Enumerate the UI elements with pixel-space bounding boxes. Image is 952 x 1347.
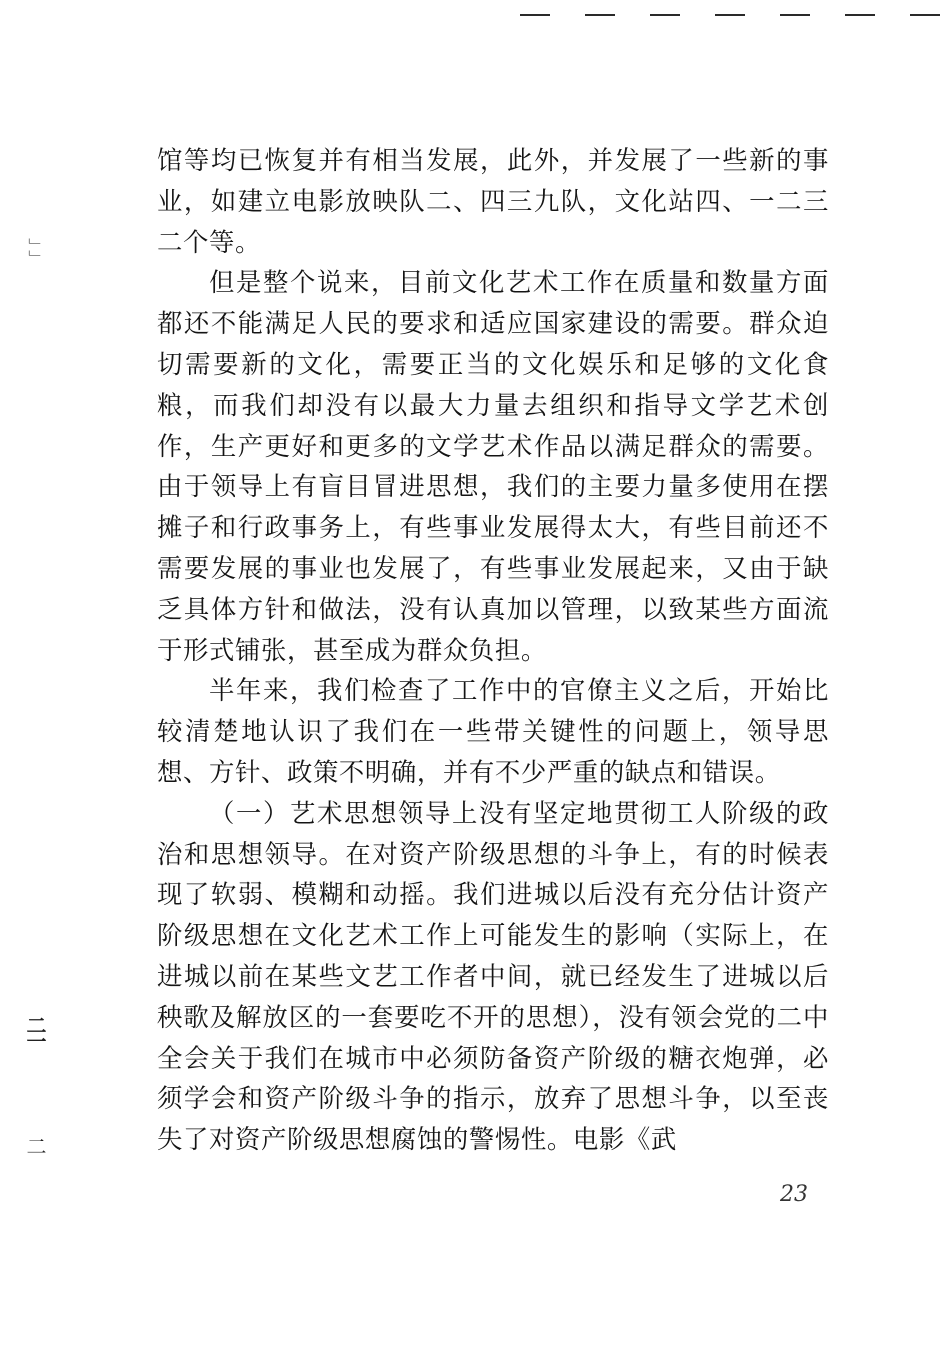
header-dash [585,14,615,16]
header-dash [715,14,745,16]
page-number: 23 [780,1182,808,1207]
paragraph: 半年来，我们检查了工作中的官僚主义之后，开始比较清楚地认识了我们在一些带关键性的问题上，领导思想、方针、政策不明确，并有不少严重的缺点和错误。 [157,675,829,787]
margin-mark-middle: 二一 [23,1015,47,1047]
header-dash [845,14,875,16]
paragraph: 但是整个说来，目前文化艺术工作在质量和数量方面都还不能满足人民的要求和适应国家建设的需要。群众迫切需要新的文化，需要正当的文化娱乐和足够的文化食粮，而我们却没有以最大力量去组织和指导文学艺术创作，生产更好和更多的文学艺术作品以满足群众的需要。由于领导上有盲目冒进思想，我们的主要力量多使用在摆摊子和行政事务上，有些事业发展得太大，有些目前还不需要发展的事业也发展了，有些事业发展起来，又由于缺乏具体方针和做法，没有认真加以管理，以致某些方面流于形式铺张，甚至成为群众负担。 [157,267,829,665]
header-dash [520,14,550,16]
header-dash [650,14,680,16]
page-body [157,140,829,1160]
header-dash [780,14,810,16]
header-rule [520,14,940,16]
margin-mark-top: ﹂﹂ [26,238,45,262]
paragraph: （一）艺术思想领导上没有坚定地贯彻工人阶级的政治和思想领导。在对资产阶级思想的斗争上，有的时候表现了软弱、模糊和动摇。我们进城以后没有充分估计资产阶级思想在文化艺术工作上可能发生的影响（实际上，在进城以前在某些文艺工作者中间，就已经发生了进城以后秧歌及解放区的一套要吃不开的思想），没有领会党的二中全会关于我们在城市中必须防备资产阶级的糖衣炮弹，必须学会和资产阶级斗争的指示，放弃了思想斗争，以至丧失了对资产阶级思想腐蚀的警惕性。电影《武 [157,797,829,1155]
paragraph-continuation: 馆等均已恢复并有相当发展，此外，并发展了一些新的事业，如建立电影放映队二、四三九队，文化站四、一二三二个等。 [157,145,829,257]
margin-mark-bottom: 二 [23,1136,47,1152]
header-dash [910,14,940,16]
